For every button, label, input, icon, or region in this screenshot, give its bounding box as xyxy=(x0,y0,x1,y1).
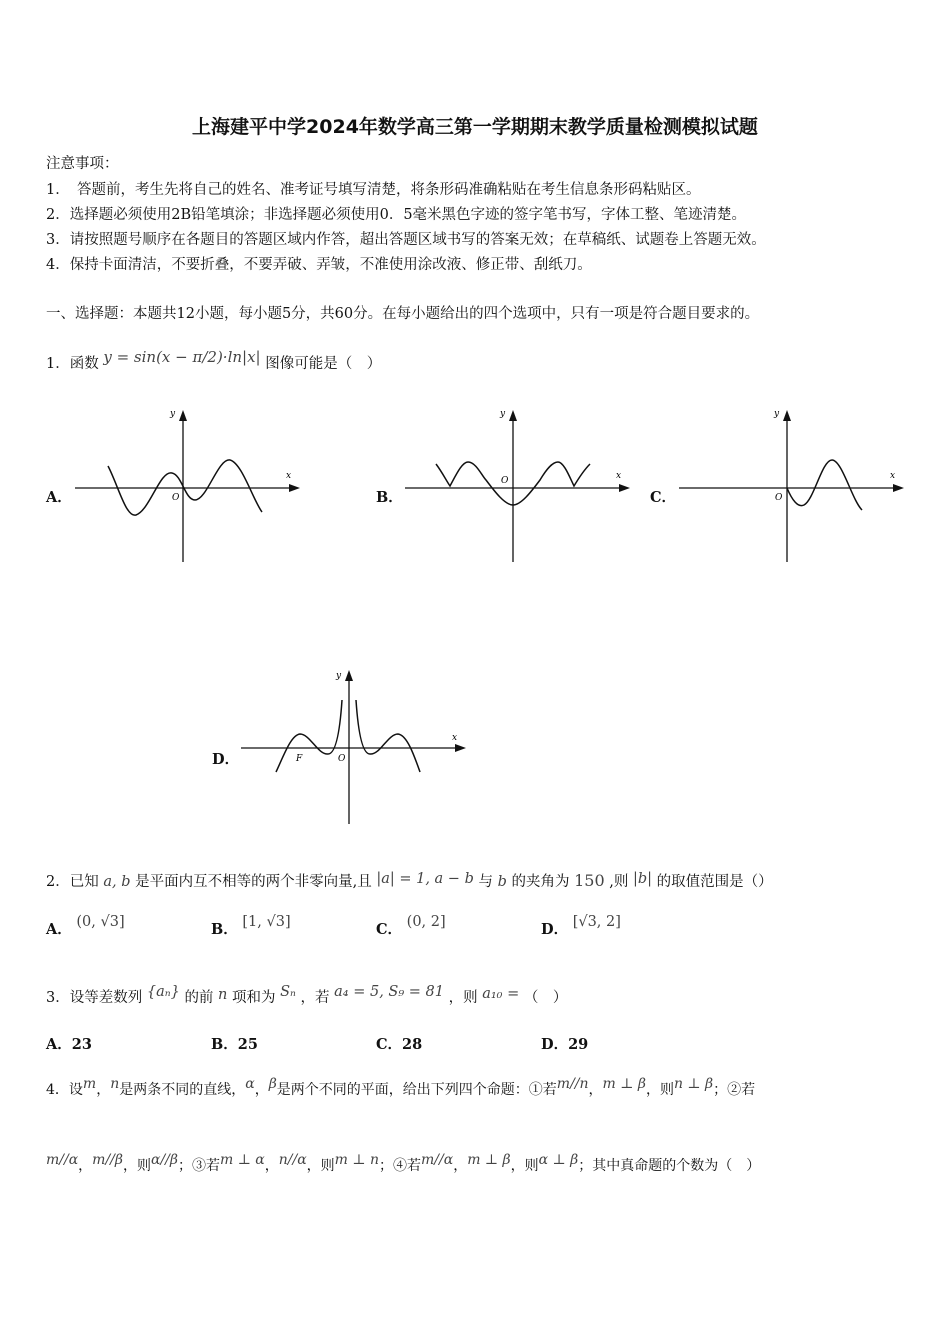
option-value: 25 xyxy=(237,1036,258,1053)
q4-math: m ⊥ α xyxy=(219,1152,265,1168)
q4-math: n//α xyxy=(278,1152,307,1168)
q2-mid3: 的夹角为 xyxy=(511,874,570,890)
q1-option-a[interactable]: A． xyxy=(46,489,72,506)
curve-left xyxy=(276,700,342,772)
option-label: D． xyxy=(541,1036,569,1053)
q4-text: ；其中真命题的个数为（ ） xyxy=(578,1158,761,1174)
option-label: A． xyxy=(46,1036,72,1053)
x-label: x xyxy=(890,471,896,481)
y-label: y xyxy=(500,409,506,419)
graph-d xyxy=(236,660,476,830)
q2-prefix: 2．已知 xyxy=(46,874,99,890)
option-value: 29 xyxy=(568,1036,589,1053)
q3-condition: a₄ = 5, S₉ = 81 xyxy=(334,984,444,1000)
origin-label: O xyxy=(501,476,509,486)
q2-suffix: 的取值范围是（） xyxy=(656,874,773,890)
q4-text: ， xyxy=(264,1158,279,1174)
q4-math: m ⊥ n xyxy=(334,1152,380,1168)
point-f-label: F xyxy=(296,754,303,764)
q3-n: n xyxy=(218,987,228,1003)
q4-text: ， xyxy=(254,1082,269,1098)
q4-text: ；②若 xyxy=(713,1082,756,1098)
q4-text: ，则 xyxy=(122,1158,151,1174)
notice-item: 1． 答题前，考生先将自己的姓名、准考证号填写清楚，将条形码准确粘贴在考生信息条形码粘贴区。 xyxy=(46,182,701,198)
y-arrow xyxy=(345,670,353,681)
origin-label: O xyxy=(172,493,180,503)
q4-text: 是两条不同的直线， xyxy=(119,1082,246,1098)
option-value: 28 xyxy=(402,1036,423,1053)
q4-math: α xyxy=(245,1076,255,1092)
notice-item: 2．选择题必须使用2B铅笔填涂；非选择题必须使用0．5毫米黑色字迹的签字笔书写，字体工整、笔迹清楚。 xyxy=(46,207,747,223)
question-4-line-1 xyxy=(46,1076,756,1099)
q3-option-a[interactable] xyxy=(46,1033,92,1054)
q4-text: 是两个不同的平面，给出下列四个命题：①若 xyxy=(276,1082,557,1098)
q4-text: ， xyxy=(453,1158,468,1174)
q4-math: β xyxy=(268,1076,277,1092)
q2-option-c[interactable] xyxy=(376,914,446,939)
q4-math: n xyxy=(110,1076,120,1092)
option-label: B． xyxy=(211,1036,238,1053)
option-value: (0, √3] xyxy=(76,914,125,930)
q4-math: m//n xyxy=(556,1076,589,1092)
option-value: 23 xyxy=(71,1036,92,1053)
q1-suffix: 图像可能是（ ） xyxy=(265,356,382,372)
q3-option-d[interactable] xyxy=(541,1033,588,1054)
option-label: C． xyxy=(376,1036,403,1053)
graph-b xyxy=(400,400,640,570)
q3-option-c[interactable] xyxy=(376,1033,422,1054)
q4-text: ，则 xyxy=(645,1082,674,1098)
x-label: x xyxy=(286,471,292,481)
q4-text: ，则 xyxy=(306,1158,335,1174)
q4-math: m//α xyxy=(46,1152,79,1168)
q3-option-b[interactable] xyxy=(211,1033,258,1054)
q2-abs-b: |b| xyxy=(632,871,653,887)
option-value: [√3, 2] xyxy=(572,914,621,930)
q1-formula: y = sin(x − π/2)·ln|x| xyxy=(103,348,261,366)
q3-mid4: ，则 xyxy=(448,990,478,1006)
q4-math: α ⊥ β xyxy=(538,1152,579,1168)
y-arrow xyxy=(783,410,791,421)
section-heading: 一、选择题：本题共12小题，每小题5分，共60分。在每小题给出的四个选项中，只有一项是符合题目要求的。 xyxy=(46,306,760,322)
graph-c xyxy=(674,400,914,570)
q4-math: m ⊥ β xyxy=(467,1152,511,1168)
q3-mid2: 项和为 xyxy=(232,990,276,1006)
q4-text: ；④若 xyxy=(379,1158,422,1174)
q3-sn: Sₙ xyxy=(280,984,296,1000)
q4-text: ， xyxy=(78,1158,93,1174)
origin-label: O xyxy=(775,493,783,503)
q2-option-d[interactable] xyxy=(541,914,621,939)
x-arrow xyxy=(619,484,630,492)
q4-text: ， xyxy=(588,1082,603,1098)
q4-math: m//β xyxy=(92,1152,123,1168)
q2-condition: |a| = 1, a − b xyxy=(376,871,474,887)
q1-prefix: 1．函数 xyxy=(46,356,99,372)
curve-right xyxy=(356,700,420,772)
question-1 xyxy=(46,348,382,373)
q4-text: ；③若 xyxy=(177,1158,220,1174)
question-4-line-2 xyxy=(46,1152,761,1175)
q2-option-a[interactable] xyxy=(46,914,125,939)
option-value: [1, √3] xyxy=(242,914,291,930)
q3-mid1: 的前 xyxy=(184,990,214,1006)
y-arrow xyxy=(509,410,517,421)
notice-heading: 注意事项： xyxy=(46,156,119,172)
notice-item: 4．保持卡面清洁，不要折叠，不要弄破、弄皱，不准使用涂改液、修正带、刮纸刀。 xyxy=(46,257,592,273)
q4-math: α//β xyxy=(150,1152,178,1168)
q3-mid3: ，若 xyxy=(300,990,330,1006)
option-label: A． xyxy=(46,921,72,938)
q4-math: m ⊥ β xyxy=(602,1076,646,1092)
q2-angle: 150 xyxy=(574,871,605,890)
page-title: 上海建平中学2024年数学高三第一学期期末教学质量检测模拟试题 xyxy=(192,116,758,138)
q4-text: ， xyxy=(96,1082,111,1098)
q3-target: a₁₀ = xyxy=(482,986,520,1002)
q2-mid2: 与 xyxy=(478,874,493,890)
q2-vectors: a, b xyxy=(103,874,131,890)
q3-suffix: （ ） xyxy=(523,990,568,1006)
q4-text: 4．设 xyxy=(46,1082,83,1098)
curve xyxy=(787,460,862,510)
q1-option-c[interactable]: C． xyxy=(650,489,677,506)
notice-item: 3．请按照题号顺序在各题目的答题区域内作答，超出答题区域书写的答案无效；在草稿纸、试题卷上答题无效。 xyxy=(46,232,766,248)
y-label: y xyxy=(336,671,342,681)
y-label: y xyxy=(774,409,780,419)
q2-mid1: 是平面内互不相等的两个非零向量,且 xyxy=(135,874,372,890)
y-label: y xyxy=(170,409,176,419)
option-label: C． xyxy=(376,921,403,938)
q4-text: ，则 xyxy=(510,1158,539,1174)
q2-vector-b: b xyxy=(497,874,507,890)
x-label: x xyxy=(452,733,458,743)
q1-option-b[interactable]: B． xyxy=(376,489,403,506)
q2-mid4: ,则 xyxy=(609,874,629,890)
q3-sequence: {aₙ} xyxy=(146,984,180,1000)
q2-option-b[interactable] xyxy=(211,914,291,939)
q4-math: n ⊥ β xyxy=(673,1076,714,1092)
q4-math: m//α xyxy=(421,1152,454,1168)
x-arrow xyxy=(455,744,466,752)
question-3 xyxy=(46,986,567,1007)
option-value: (0, 2] xyxy=(406,914,446,930)
origin-label: O xyxy=(338,754,346,764)
x-arrow xyxy=(893,484,904,492)
option-label: D． xyxy=(541,921,569,938)
q4-math: m xyxy=(82,1076,97,1092)
x-label: x xyxy=(616,471,622,481)
x-arrow xyxy=(289,484,300,492)
y-arrow xyxy=(179,410,187,421)
q1-option-d[interactable]: D． xyxy=(212,751,240,768)
question-2 xyxy=(46,870,773,891)
option-label: B． xyxy=(211,921,238,938)
q3-prefix: 3．设等差数列 xyxy=(46,990,143,1006)
graph-a xyxy=(70,400,310,570)
